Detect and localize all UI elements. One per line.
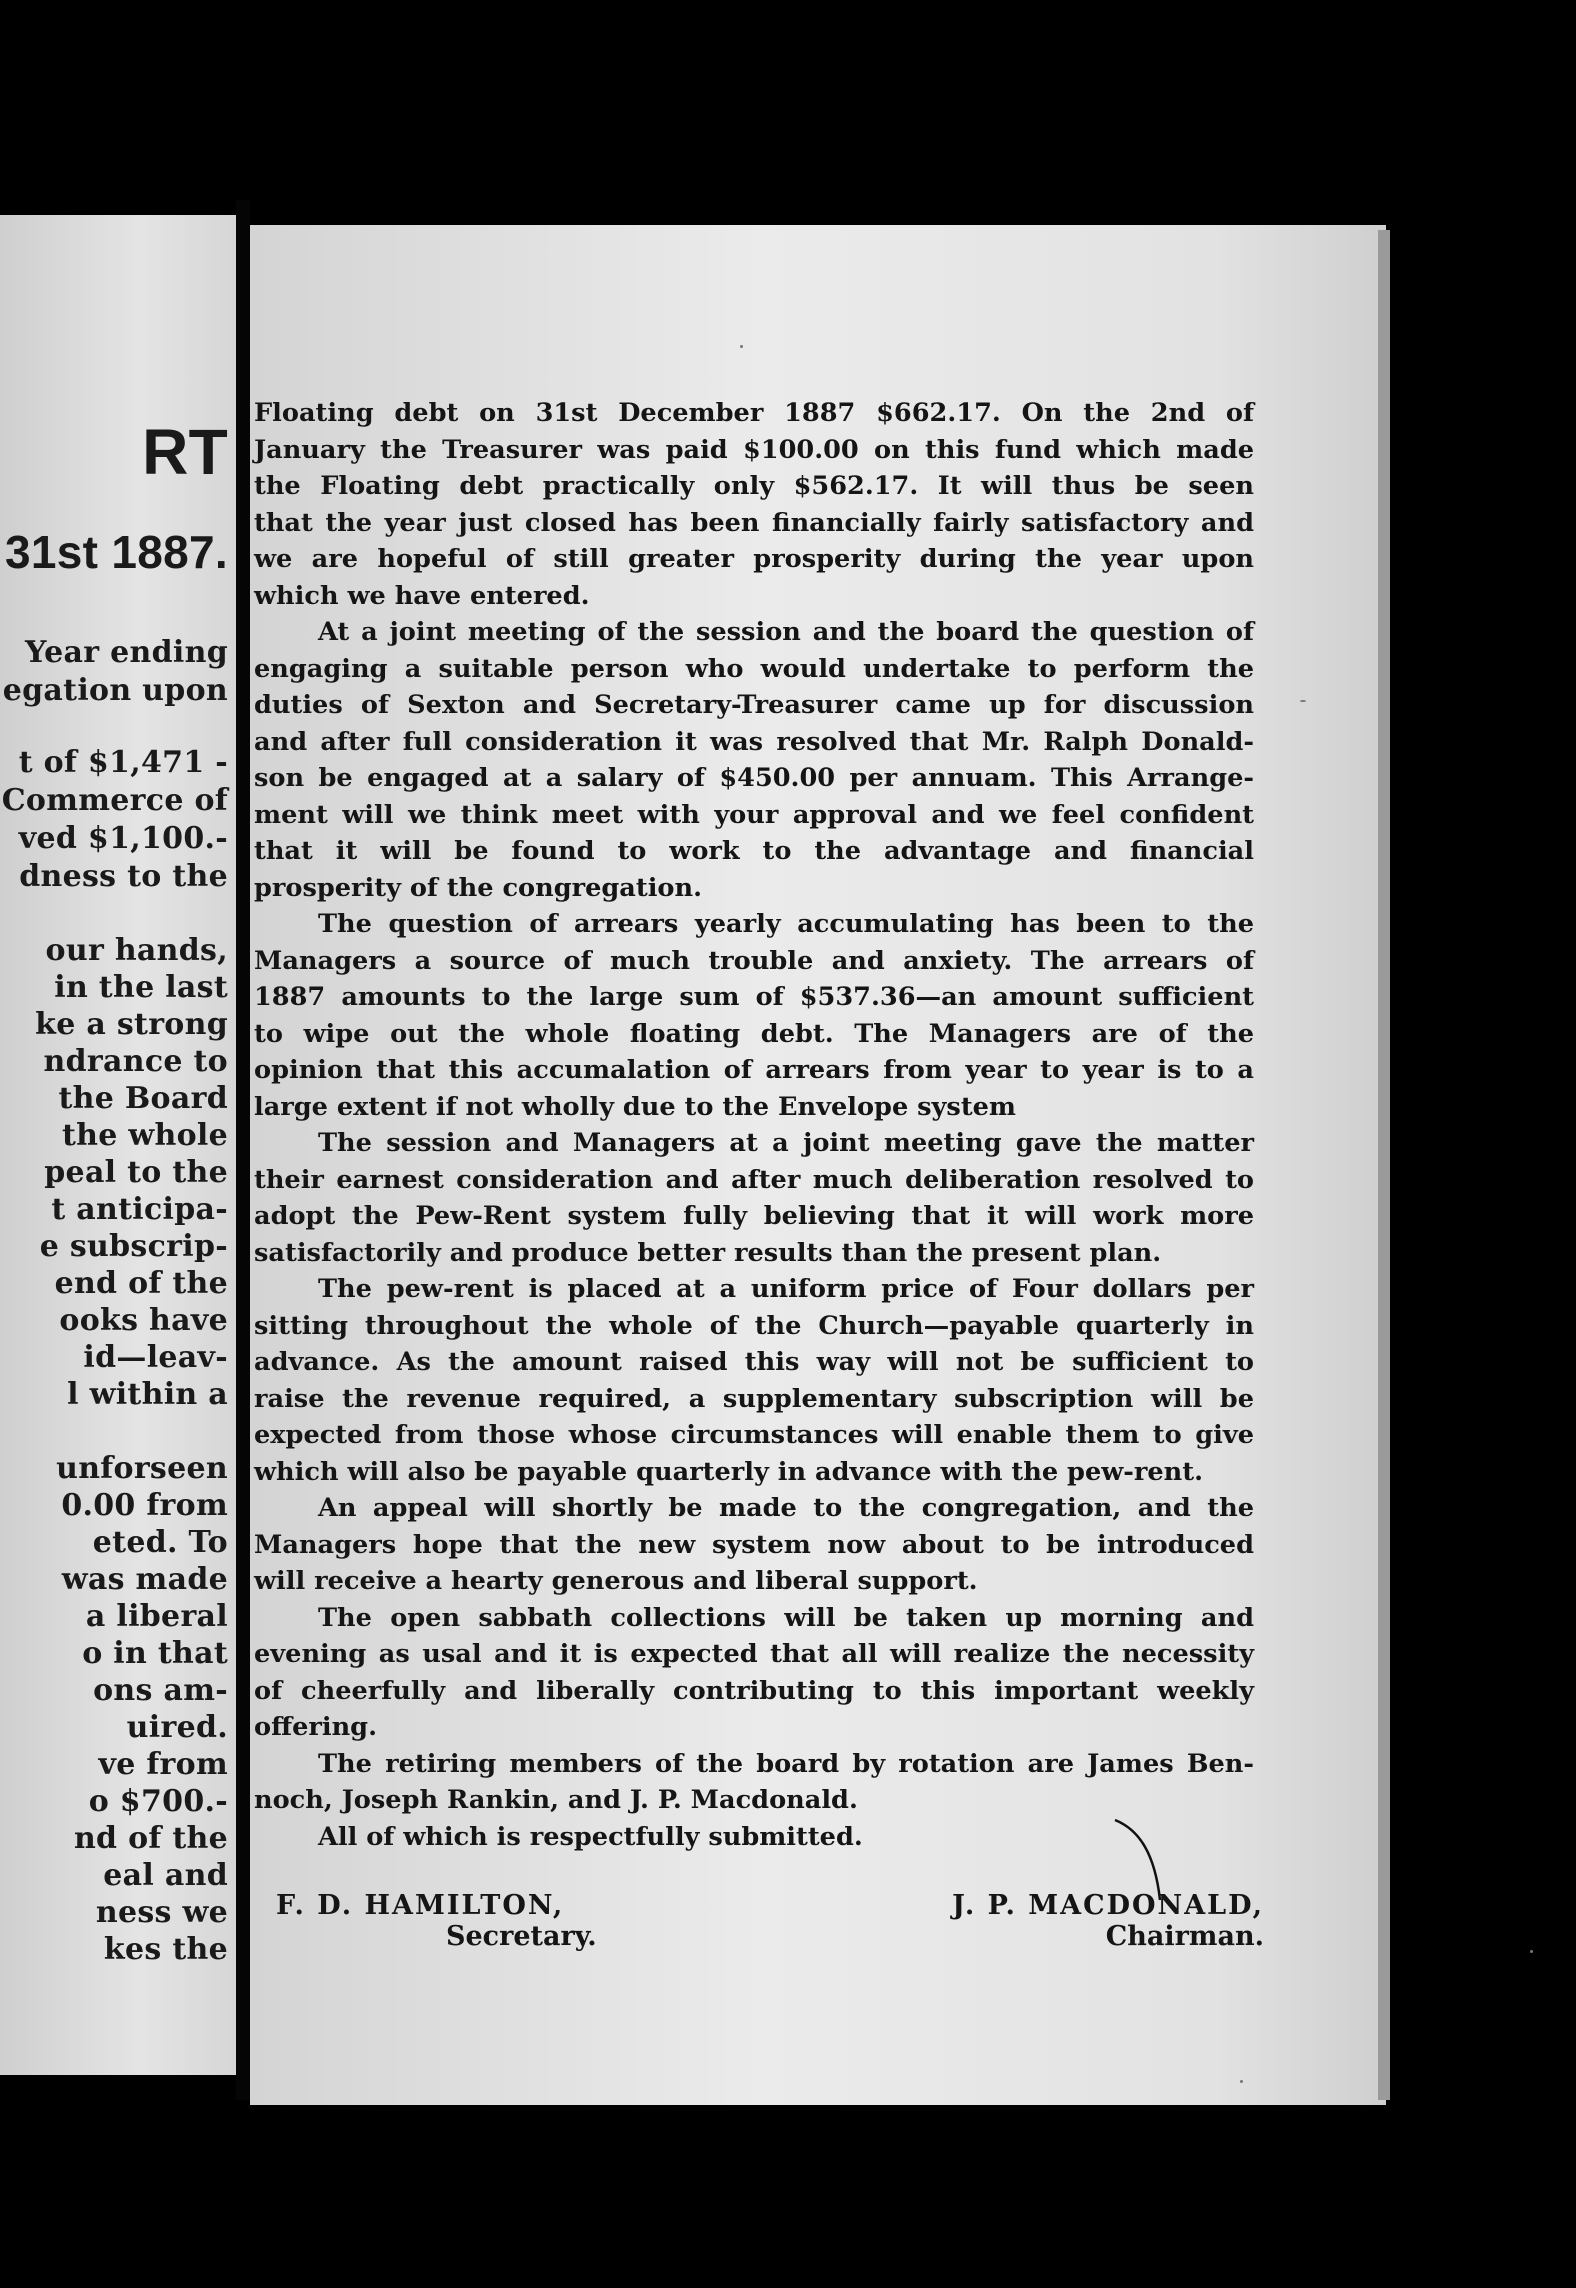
left-page-heading: RT bbox=[142, 416, 228, 488]
secretary-role: Secretary. bbox=[446, 1921, 597, 1952]
text-line: At a joint meeting of the session and the board the question of bbox=[318, 617, 1254, 647]
left-page-line: Commerce of bbox=[1, 783, 228, 818]
text-line: The open sabbath collections will be taken up morning and bbox=[318, 1602, 1254, 1633]
report-paragraph bbox=[254, 1746, 1254, 1819]
left-page-line: kes the bbox=[103, 1932, 228, 1967]
pen-mark-icon bbox=[1110, 1815, 1180, 1905]
left-page-line: in the last bbox=[54, 970, 228, 1005]
left-page-line: dness to the bbox=[19, 859, 228, 894]
chairman-signature bbox=[952, 1890, 1264, 1952]
left-page-line: e subscrip- bbox=[39, 1229, 228, 1264]
text-line: that the year just closed has been financially fairly satisfactory and bbox=[254, 507, 1254, 538]
page-edge-shadow bbox=[1378, 230, 1390, 2100]
left-page-line: t anticipa- bbox=[51, 1192, 228, 1227]
text-line: and after full consideration it was resolved that Mr. Ralph Donald- bbox=[254, 726, 1254, 757]
left-page-line: eted. To bbox=[92, 1525, 228, 1560]
left-page-line: ooks have bbox=[59, 1303, 228, 1338]
text-line: The retiring members of the board by rotation are James Ben- bbox=[318, 1748, 1254, 1779]
text-line: advance. As the amount raised this way will not be sufficient to bbox=[254, 1347, 1254, 1377]
left-page-line: Year ending bbox=[25, 635, 228, 670]
secretary-name: F. D. HAMILTON, bbox=[276, 1890, 565, 1921]
left-page-line: egation upon bbox=[2, 673, 228, 708]
left-page-line: our hands, bbox=[45, 933, 228, 968]
left-page-line: eal and bbox=[103, 1858, 228, 1893]
text-line: The session and Managers at a joint meeting gave the matter bbox=[318, 1128, 1254, 1158]
text-line: adopt the Pew-Rent system fully believing that it will work more bbox=[254, 1201, 1254, 1231]
left-page-date: 31st 1887. bbox=[5, 526, 228, 578]
text-line: engaging a suitable person who would undertake to perform the bbox=[254, 653, 1254, 684]
text-line: Floating debt on 31st December 1887 $662.17. On the 2nd of bbox=[254, 398, 1254, 428]
text-line: offering. bbox=[254, 1712, 377, 1742]
left-page-line: ndrance to bbox=[43, 1044, 228, 1079]
left-page-line: ons am- bbox=[93, 1673, 228, 1708]
text-line: which we have entered. bbox=[254, 580, 590, 611]
text-line: to wipe out the whole floating debt. The Managers are of the bbox=[254, 1018, 1254, 1049]
left-page-line: unforseen bbox=[56, 1451, 228, 1486]
text-line: opinion that this accumalation of arrears from year to year is to a bbox=[254, 1055, 1254, 1085]
left-page-line: a liberal bbox=[85, 1599, 228, 1634]
text-line: we are hopeful of still greater prosperity during the year upon bbox=[254, 544, 1254, 574]
text-line: The question of arrears yearly accumulating has been to the bbox=[318, 909, 1254, 939]
text-line: Managers hope that the new system now about to be introduced bbox=[254, 1529, 1254, 1560]
text-line: noch, Joseph Rankin, and J. P. Macdonald. bbox=[254, 1785, 858, 1815]
left-page-line: nd of the bbox=[73, 1821, 228, 1856]
text-line: son be engaged at a salary of $450.00 per annuam. This Arrange- bbox=[254, 763, 1254, 793]
left-page-line: ve from bbox=[98, 1747, 228, 1782]
chairman-name: J. P. MACDONALD, bbox=[952, 1890, 1264, 1921]
left-page-line: the Board bbox=[58, 1081, 228, 1116]
text-line: January the Treasurer was paid $100.00 on this fund which made bbox=[254, 434, 1254, 465]
text-line: that it will be found to work to the advantage and financial bbox=[254, 836, 1254, 866]
text-line: The pew-rent is placed at a uniform price of Four dollars per bbox=[318, 1274, 1254, 1304]
text-line: All of which is respectfully submitted. bbox=[318, 1821, 863, 1852]
text-line: evening as usal and it is expected that all will realize the necessity bbox=[254, 1639, 1254, 1669]
text-line: 1887 amounts to the large sum of $537.36—an amount sufficient bbox=[254, 982, 1254, 1012]
text-line: ment will we think meet with your approval and we feel confident bbox=[254, 799, 1254, 830]
report-paragraph bbox=[254, 1271, 1254, 1490]
text-line: sitting throughout the whole of the Church—payable quarterly in bbox=[254, 1310, 1254, 1341]
report-paragraph bbox=[254, 1490, 1254, 1600]
report-paragraph bbox=[254, 906, 1254, 1125]
secretary-signature bbox=[276, 1890, 597, 1952]
report-body bbox=[254, 395, 1254, 1855]
left-page-line: o $700.- bbox=[88, 1784, 228, 1819]
report-paragraph bbox=[254, 395, 1254, 614]
text-line: Managers a source of much trouble and anxiety. The arrears of bbox=[254, 945, 1254, 976]
text-line: duties of Sexton and Secretary-Treasurer came up for discussion bbox=[254, 690, 1254, 720]
dust-speck bbox=[1240, 2080, 1243, 2083]
dust-speck bbox=[1530, 1950, 1533, 1953]
text-line: of cheerfully and liberally contributing to this important weekly bbox=[254, 1675, 1254, 1706]
left-page-line: was made bbox=[61, 1562, 228, 1597]
left-page-line: uired. bbox=[126, 1710, 228, 1745]
text-line: will receive a hearty generous and liberal support. bbox=[254, 1566, 978, 1596]
text-line: large extent if not wholly due to the Envelope system bbox=[254, 1091, 1017, 1122]
left-page-line: id—leav- bbox=[83, 1340, 228, 1375]
report-paragraph bbox=[254, 614, 1254, 906]
report-paragraph bbox=[254, 1819, 1254, 1856]
left-page-line: l within a bbox=[67, 1377, 228, 1412]
text-line: the Floating debt practically only $562.17. It will thus be seen bbox=[254, 471, 1254, 501]
report-paragraph bbox=[254, 1600, 1254, 1746]
left-page-line: peal to the bbox=[44, 1155, 228, 1190]
left-page-line: o in that bbox=[82, 1636, 228, 1671]
left-page-line: the whole bbox=[61, 1118, 228, 1153]
left-page-line: 0.00 from bbox=[61, 1488, 228, 1523]
text-line: An appeal will shortly be made to the congregation, and the bbox=[318, 1493, 1254, 1523]
text-line: expected from those whose circumstances will enable them to give bbox=[254, 1420, 1254, 1450]
left-page-line: ke a strong bbox=[35, 1007, 228, 1042]
report-paragraph bbox=[254, 1125, 1254, 1271]
left-page-fragment bbox=[0, 215, 236, 2075]
dust-speck bbox=[1300, 700, 1306, 702]
left-page-line: end of the bbox=[54, 1266, 228, 1301]
text-line: which will also be payable quarterly in advance with the pew-rent. bbox=[254, 1456, 1203, 1487]
left-page-line: ved $1,100.- bbox=[18, 821, 228, 856]
left-page-line: ness we bbox=[95, 1895, 228, 1930]
report-page bbox=[250, 225, 1386, 2105]
left-page-line: t of $1,471 - bbox=[18, 745, 228, 780]
text-line: raise the revenue required, a supplementary subscription will be bbox=[254, 1383, 1254, 1414]
text-line: satisfactorily and produce better results than the present plan. bbox=[254, 1237, 1162, 1268]
chairman-role: Chairman. bbox=[1105, 1921, 1264, 1952]
dust-speck bbox=[740, 345, 743, 348]
page-gutter bbox=[236, 200, 250, 2100]
text-line: their earnest consideration and after much deliberation resolved to bbox=[254, 1164, 1254, 1195]
text-line: prosperity of the congregation. bbox=[254, 872, 703, 903]
